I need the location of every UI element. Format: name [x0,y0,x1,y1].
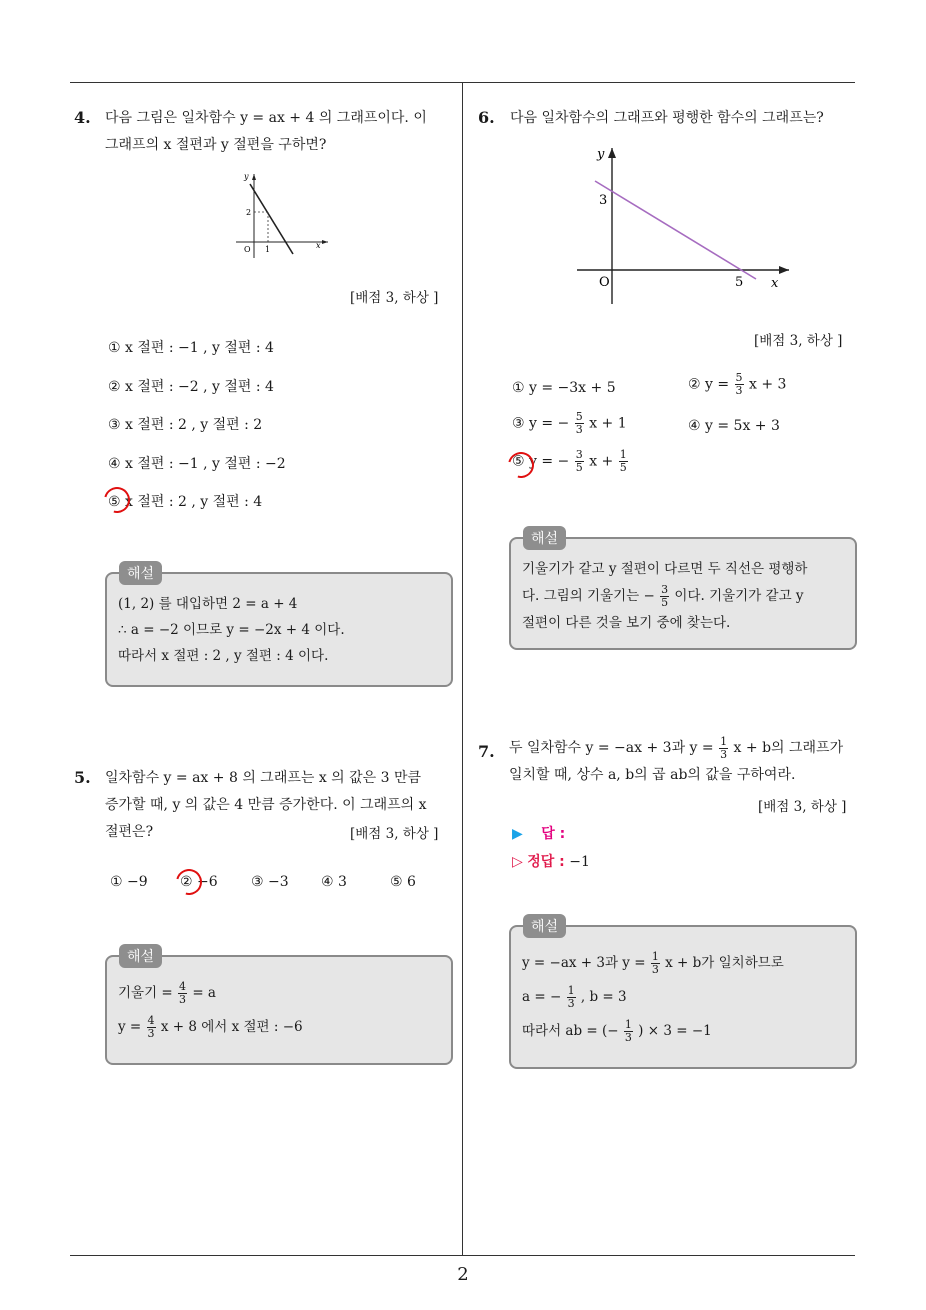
explanation-line [522,583,807,610]
tick-x-label: 1 [265,245,271,254]
score-info: [배점 3, 하상 ] [350,826,439,842]
correct-answer-label: 정답 : [527,854,565,870]
tick-y-label: 2 [246,208,252,217]
denominator: 3 [735,384,743,397]
explanation-line [118,1010,303,1044]
expr-text: x + b가 일치하므로 [665,955,784,971]
y-label: y [597,147,605,162]
answer-label: 답 : [541,826,566,842]
fraction [147,1015,156,1040]
y-axis-arrow [608,148,616,158]
question-number: 7. [478,742,495,761]
expr-text: x + 8 에서 x 절편 : −6 [160,1019,303,1035]
numerator: 4 [147,1014,155,1027]
explanation-line: ∴ a = −2 이므로 y = −2x + 4 이다. [118,622,345,638]
expr-text: a = − [522,989,562,1005]
question-line: 일치할 때, 상수 a, b의 곱 ab의 값을 구하여라. [509,767,796,783]
y-intercept-label: 3 [599,193,608,208]
question-line: 절편은? [105,824,154,840]
expr-text: 이다. 기울기가 같고 y [674,588,804,604]
choice-4[interactable]: ④ 3 [321,874,347,890]
denominator: 3 [575,423,583,436]
choice-1[interactable]: ① −9 [110,874,148,890]
answer-circle-mark [99,482,135,518]
explanation-text [118,976,303,1044]
y-label: y [244,172,249,181]
choice-3[interactable]: ③ −3 [251,874,289,890]
explanation-text [522,556,807,637]
question-text [105,105,457,159]
question-text: 다음 일차함수의 그래프와 평행한 함수의 그래프는? [510,110,824,126]
expr-text: 기울기 = [118,985,173,1001]
denominator: 3 [179,993,187,1006]
x-axis-arrow [779,266,789,274]
numerator: 3 [661,583,669,596]
denominator: 5 [619,461,627,474]
explanation-line [522,980,784,1014]
numerator: 4 [179,980,187,993]
choice-2[interactable] [688,372,786,397]
correct-answer-value: −1 [569,854,590,870]
choice-4[interactable]: ④ y = 5x + 3 [688,418,780,434]
expr-text: ② y = [688,376,730,393]
fraction [178,981,187,1006]
fraction [651,951,660,976]
fraction [624,1019,633,1044]
denominator: 5 [661,596,669,609]
explanation-line: 기울기가 같고 y 절편이 다르면 두 직선은 평행하 [522,561,808,577]
expr-text: ) × 3 = −1 [638,1023,712,1039]
answer-arrow-icon: ▶ [512,826,523,842]
x-label: x [771,276,779,291]
fraction [735,372,744,397]
page-number: 2 [457,1264,469,1285]
explanation-line: 따라서 x 절편 : 2 , y 절편 : 4 이다. [118,648,329,664]
origin-label: O [599,275,610,290]
correct-answer-row [512,851,590,871]
numerator: 5 [735,371,743,384]
question-line [509,735,843,762]
expr-text: x + b의 그래프가 [733,740,844,756]
answer-row [512,823,690,843]
choice-1[interactable]: ① y = −3x + 5 [512,380,616,396]
expr-text: x + 3 [749,376,787,393]
expr-text: = a [192,985,216,1001]
line-graph [595,181,756,279]
choice-2[interactable]: ② x 절편 : −2 , y 절편 : 4 [108,379,274,395]
correct-arrow-icon: ▷ [512,854,523,870]
fraction [575,411,584,436]
question-number: 5. [74,768,91,787]
denominator: 3 [147,1027,155,1040]
numerator: 5 [575,410,583,423]
expr-text: ⑤ y = − [512,453,570,470]
choice-1[interactable]: ① x 절편 : −1 , y 절편 : 4 [108,340,274,356]
line-graph [250,184,293,254]
choice-4[interactable]: ④ x 절편 : −1 , y 절편 : −2 [108,456,286,472]
origin-label: O [244,245,251,254]
y-axis-arrow [252,174,256,180]
denominator: 5 [575,461,583,474]
numerator: 1 [619,448,627,461]
expr-text: 다. 그림의 기울기는 − [522,588,655,604]
numerator: 1 [720,734,728,748]
expr-text: 두 일차함수 y = −ax + 3과 y = [509,740,714,756]
expr-text: y = [118,1019,142,1035]
numerator: 1 [651,950,659,963]
x-intercept-label: 5 [735,275,744,290]
numerator: 1 [567,984,575,997]
explanation-tag: 해설 [523,914,566,938]
fraction [575,449,584,474]
column-divider [462,82,463,1256]
question-line: 다음 그림은 일차함수 y = ax + 4 의 그래프이다. 이 [105,110,427,126]
explanation-tag: 해설 [523,526,566,550]
choice-5[interactable]: ⑤ 6 [390,874,416,890]
denominator: 3 [651,963,659,976]
fraction [660,584,669,609]
score-info: [배점 3, 하상 ] [754,333,843,349]
expr-text: y = −ax + 3과 y = [522,955,646,971]
numerator: 1 [624,1018,632,1031]
choice-2[interactable]: ② −6 [180,874,218,890]
denominator: 3 [720,747,728,761]
expr-text: 따라서 ab = (− [522,1023,619,1039]
explanation-line: (1, 2) 를 대입하면 2 = a + 4 [118,596,298,612]
fraction [567,985,576,1010]
numerator: 3 [575,448,583,461]
question-text [509,735,843,789]
denominator: 3 [567,997,575,1010]
question-number: 6. [478,108,495,127]
explanation-line: 절편이 다른 것을 보기 중에 찾는다. [522,615,731,631]
question-line: 일차함수 y = ax + 8 의 그래프는 x 의 값은 3 만큼 [105,770,422,786]
choice-3[interactable]: ③ x 절편 : 2 , y 절편 : 2 [108,417,263,433]
answer-circle-mark [171,864,207,900]
explanation-line [118,976,303,1010]
score-info: [배점 3, 하상 ] [758,799,847,815]
score-info: [배점 3, 하상 ] [350,290,439,306]
explanation-line [522,1014,784,1048]
choice-5[interactable]: ⑤ x 절편 : 2 , y 절편 : 4 [108,494,263,510]
expr-text: ③ y = − [512,415,570,432]
q6-graph [575,142,795,308]
explanation-text [118,591,345,669]
question-line: 증가할 때, y 의 값은 4 만큼 증가한다. 이 그래프의 x [105,797,427,813]
denominator: 3 [624,1031,632,1044]
explanation-tag: 해설 [119,561,162,585]
q4-graph [228,170,332,260]
explanation-text [522,946,784,1048]
explanation-tag: 해설 [119,944,162,968]
expr-text: , b = 3 [580,989,627,1005]
choice-3[interactable] [512,411,627,436]
bottom-rule [70,1255,855,1256]
explanation-line [522,946,784,980]
fraction [719,736,728,761]
expr-text: x + [589,453,614,470]
x-axis-arrow [322,240,328,244]
question-number: 4. [74,108,91,127]
expr-text: x + 1 [589,415,627,432]
x-label: x [316,241,321,250]
fraction [619,449,628,474]
answer-input[interactable] [570,826,690,842]
question-line: 그래프의 x 절편과 y 절편을 구하면? [105,137,327,153]
